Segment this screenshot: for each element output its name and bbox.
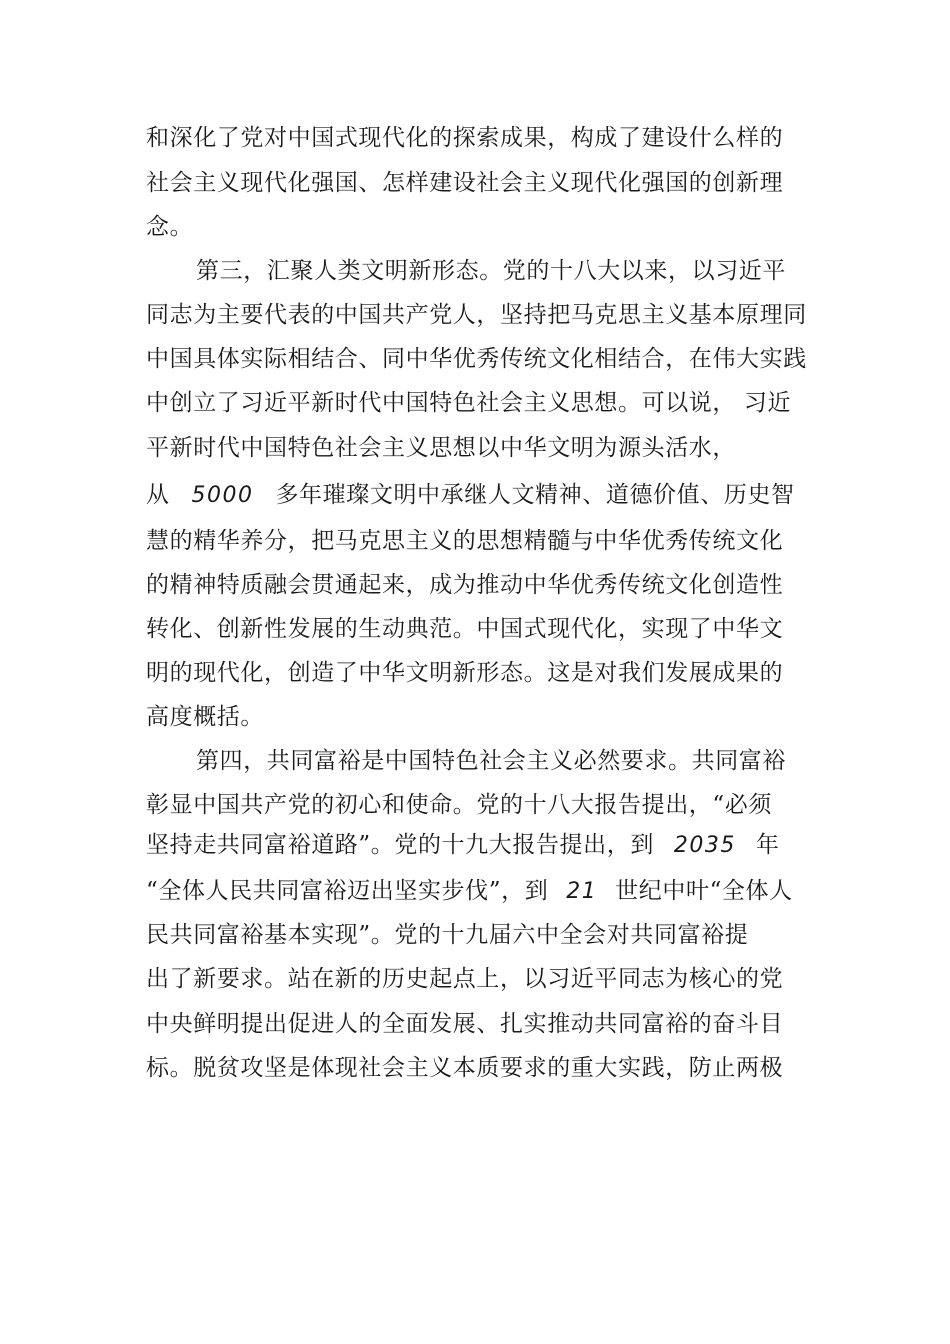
text-line: 标。脱贫攻坚是体现社会主义本质要求的重大实践，防止两极 xyxy=(146,1055,784,1081)
text-line: 同志为主要代表的中国共产党人，坚持把马克思主义基本原理同 xyxy=(146,302,807,328)
text-line: 中央鲜明提出促进人的全面发展、扎实推动共同富裕的奋斗目 xyxy=(146,1011,784,1037)
text-line: 念。 xyxy=(146,214,194,240)
text-line: 民共同富裕基本实现”。党的十九届六中全会对共同富裕提 xyxy=(146,922,749,948)
text-segment: 世纪中叶“全体人 xyxy=(615,878,793,904)
text-segment: 坚持走共同富裕道路”。党的十九大报告提出，到 xyxy=(146,832,654,858)
text-line: 慧的精华养分，把马克思主义的思想精髓与中华优秀传统文化 xyxy=(146,528,784,554)
text-segment: 年 xyxy=(755,832,780,858)
text-line: 的精神特质融会贯通起来，成为推动中华优秀传统文化创造性 xyxy=(146,572,784,598)
text-line: 高度概括。 xyxy=(146,704,264,730)
text-line: 明的现代化，创造了中华文明新形态。这是对我们发展成果的 xyxy=(146,660,784,686)
number-21: 21 xyxy=(566,879,598,904)
text-line: 中国具体实际相结合、同中华优秀传统文化相结合，在伟大实践 xyxy=(146,346,807,372)
text-segment: 从 xyxy=(146,482,170,508)
text-line: 转化、创新性发展的生动典范。中国式现代化，实现了中华文 xyxy=(146,616,784,642)
text-segment: 多年璀璨文明中承继人文精神、道德价值、历史智 xyxy=(275,482,795,508)
text-line: 社会主义现代化强国、怎样建设社会主义现代化强国的创新理 xyxy=(146,170,784,196)
number-2035: 2035 xyxy=(673,833,736,858)
text-line: 出了新要求。站在新的历史起点上，以习近平同志为核心的党 xyxy=(146,966,784,992)
text-line xyxy=(146,480,795,511)
number-5000: 5000 xyxy=(191,483,254,508)
text-line: 中创立了习近平新时代中国特色社会主义思想。可以说， 习近 xyxy=(146,390,792,416)
paragraph-start-line: 第三，汇聚人类文明新形态。党的十八大以来，以习近平 xyxy=(196,258,786,284)
paragraph-start-line: 第四，共同富裕是中国特色社会主义必然要求。共同富裕 xyxy=(196,748,786,774)
text-line: 和深化了党对中国式现代化的探索成果，构成了建设什么样的 xyxy=(146,125,784,151)
text-line xyxy=(146,830,779,861)
text-line: 彰显中国共产党的初心和使命。党的十八大报告提出，“必须 xyxy=(146,792,772,818)
text-line: 平新时代中国特色社会主义思想以中华文明为源头活水， xyxy=(146,435,736,461)
text-line xyxy=(146,876,793,907)
text-segment: “全体人民共同富裕迈出坚实步伐”，到 xyxy=(146,878,549,904)
